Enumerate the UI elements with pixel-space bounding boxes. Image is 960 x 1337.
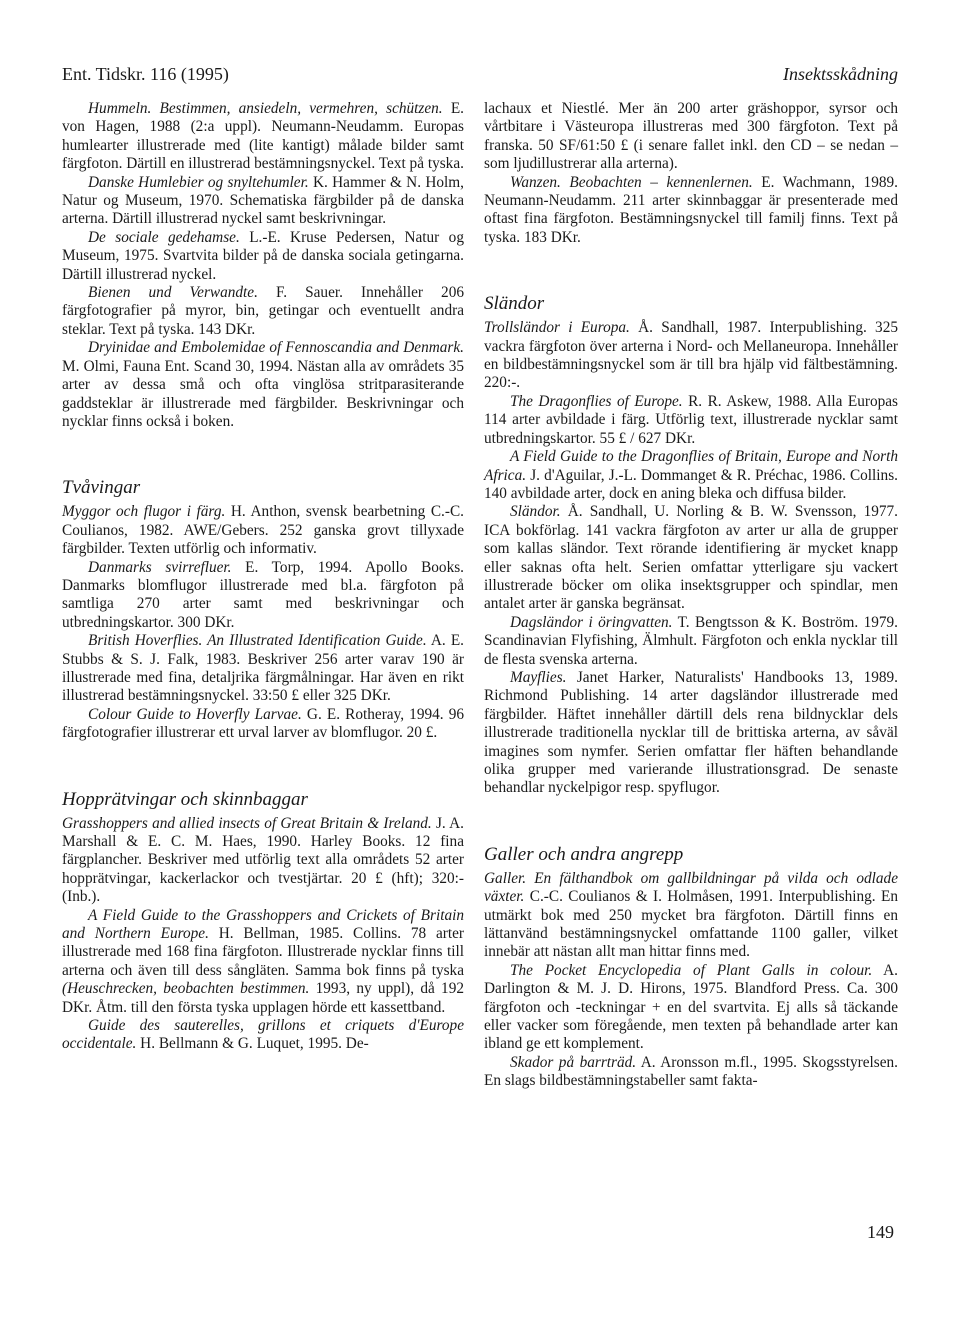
entry-text: E. von Hagen, 1988 (2:a uppl). Neumann-Neudamm. Europas humlearter illustrerade med (lite kantigt) målade bilder samt färgfoton. Därtill en illustrerad bestämningsnyckel. Text på tyska. bbox=[62, 100, 464, 173]
book-title: Hummeln. Bestimmen, ansiedeln, vermehren, schützen. bbox=[88, 100, 443, 117]
entry-bienen bbox=[62, 284, 464, 339]
entry-text: C.-C. Coulianos & I. Holmåsen, 1991. Interpublishing. En utmärkt bok med 250 mycket bra färgfoton. Därtill finns en lättanvänd bestämningsnyckel omfattande 1100 galler, vilket innebär att nästan allt man hittar finns med. bbox=[484, 888, 898, 961]
entry-text: F. Sauer. Innehåller 206 färgfotografier på myror, bin, getingar och eventuellt andra steklar. Text på tyska. 143 DKr. bbox=[62, 284, 464, 338]
entry-field-guide-dragonflies bbox=[484, 448, 898, 503]
book-title: The Pocket Encyclopedia of Plant Galls in colour. bbox=[510, 961, 873, 979]
entry-text: H. Bellman, 1985. Collins. 78 arter illustrerade med 168 fina färgfoton. Illustrerade nycklar finns till arterna och även till dess sångläten. Samma bok finns på tyska bbox=[62, 925, 464, 979]
book-title: Danmarks svirrefluer. bbox=[88, 558, 232, 576]
book-title: Mayflies. bbox=[510, 668, 567, 686]
book-title: A Field Guide to the Grasshoppers and Crickets of Britain and Northern Europe. bbox=[62, 906, 464, 943]
page-number: 149 bbox=[867, 1222, 894, 1242]
book-title: Dryinidae and Embolemidae of Fennoscandia and Denmark. bbox=[88, 339, 464, 357]
entry-hummeln bbox=[62, 100, 464, 174]
entry-slandor bbox=[484, 503, 898, 613]
book-title: A Field Guide to the Dragonflies of Britain, Europe and North Africa. bbox=[484, 448, 898, 484]
entry-mayflies bbox=[484, 669, 898, 798]
entry-text: J. A. Marshall & E. C. M. Haes, 1990. Harley Books. 12 fina färgplancher. Beskriver med utförlig text alla områdets 52 arter hopprätvingar, kackerlackor och tvestjärtar. 20 £ (hft); 320:- (Inb.). bbox=[62, 814, 464, 906]
journal-header: Ent. Tidskr. 116 (1995) bbox=[62, 64, 229, 84]
book-title: Myggor och flugor i färg. bbox=[62, 503, 226, 521]
book-title: Bienen und Verwandte. bbox=[88, 284, 258, 302]
entry-text: T. Bengtsson & K. Boström. 1979. Scandinavian Flyfishing, Älmhult. Färgfoton och enkla nycklar till de flesta svenska arterna. bbox=[484, 613, 898, 668]
entry-guide-sauterelles bbox=[62, 1017, 464, 1054]
entry-text: H. Anthon, svensk bearbetning C.-C. Coulianos, 1982. AWE/Gebers. 252 ganska grovt tillyxade färgbilder. Texten utförlig och informativ. bbox=[62, 503, 464, 558]
entry-text: H. Bellmann & G. Luquet, 1995. De- bbox=[136, 1035, 369, 1053]
entry-danske-humlebier bbox=[62, 174, 464, 229]
entry-dagslandor bbox=[484, 614, 898, 669]
entry-grasshoppers-britain bbox=[62, 815, 464, 907]
entry-danmarks-svirrefluer bbox=[62, 559, 464, 633]
entry-text: A. Aronsson m.fl., 1995. Skogsstyrelsen. En slags bildbestämningstabeller samt fakta- bbox=[484, 1053, 899, 1090]
book-title: Guide des sauterelles, grillons et criquets d'Europe occidentale. bbox=[62, 1017, 464, 1053]
entry-text: A. E. Stubbs & S. J. Falk, 1983. Beskriver 256 arter varav 190 är illustrerade med fina, detaljrika färgmålningar. Har även en rikt illustrerad bestämningsnyckel. 33:50 £ eller 325 DKr. bbox=[62, 632, 465, 705]
entry-text: K. Hammer & N. Holm, Natur og Museum, 1970. Schematiska färgbilder på de danska arterna. Därtill illustrerad nyckel samt beskrivningar. bbox=[62, 173, 464, 228]
book-title: Galler. En fälthandbok om gallbildningar på vilda och odlade växter. bbox=[484, 869, 898, 906]
right-column bbox=[484, 100, 898, 1091]
entry-wanzen bbox=[484, 174, 898, 248]
entry-trollslandor bbox=[484, 319, 898, 393]
heading-galler: Galler och andra angrepp bbox=[484, 843, 684, 865]
entry-text: R. R. Askew, 1988. Alla Europas 114 arter avbildade i färg. Utförlig text, illustrerade nycklar samt utbredningskartor. 55 £ / 627 DKr. bbox=[484, 392, 898, 447]
entry-british-hoverflies bbox=[62, 632, 464, 706]
entry-text: E. Torp, 1994. Apollo Books. Danmarks blomflugor illustrerade med bl.a. färgfoton på samtliga 270 arter samt med beskrivningar och utbredningskartor. 300 DKr. bbox=[62, 558, 464, 631]
entry-sociale-gedehamse bbox=[62, 229, 464, 284]
book-title: Wanzen. Beobachten – kennenlernen. bbox=[510, 173, 753, 191]
book-title: De sociale gedehamse. bbox=[88, 228, 240, 246]
book-title: Colour Guide to Hoverfly Larvae. bbox=[88, 705, 302, 723]
book-title: Sländor. bbox=[510, 503, 561, 521]
entry-text: L.-E. Kruse Pedersen, Natur og Museum, 1975. Svartvita bilder på de danska sociala getingarna. Därtill illustrerad nyckel. bbox=[62, 228, 464, 283]
heading-tvavingar: Tvåvingar bbox=[62, 477, 141, 499]
entry-text: Å. Sandhall, 1987. Interpublishing. 325 vackra färgfoton över arterna i Nord- och Mellaneuropa. Innehåller en bildbestämningsnyckel som är till bra hjälp vid fältbestämning. 220:-. bbox=[484, 319, 898, 392]
entry-text: M. Olmi, Fauna Ent. Scand 30, 1994. Nästan alla av områdets 35 arter av dessa små och ofta vinglösa stritparasiterande gaddsteklar är illustrerade med färgbilder. Beskrivningar och nycklar finns också i boken. bbox=[62, 357, 464, 430]
entry-dragonflies-europe bbox=[484, 393, 898, 448]
entry-text: G. E. Rotheray, 1994. 96 färgfotografier illustrerar ett urval larver av blomflugor. 20 £. bbox=[62, 705, 465, 742]
book-title: British Hoverflies. An Illustrated Identification Guide. bbox=[88, 632, 427, 650]
entry-text: J. d'Aguilar, J.-L. Dommanget & R. Préchac, 1986. Collins. 140 avbildade arter, dock en aning bleka och diffusa bilder. bbox=[484, 466, 898, 502]
book-title: Skador på barrträd. bbox=[510, 1053, 637, 1071]
section-header: Insektsskådning bbox=[783, 64, 898, 84]
book-title: Trollsländor i Europa. bbox=[484, 319, 630, 337]
entry-text: E. Wachmann, 1989. Neumann-Neudamm. 211 arter skinnbaggar är presenterade med oftast fina färgfoton. Bestämningsnyckel till familj finns. Text på tyska. 183 DKr. bbox=[484, 173, 898, 246]
heading-hopprätvingar: Hopprätvingar och skinnbaggar bbox=[62, 788, 308, 810]
entry-field-guide-grasshoppers bbox=[62, 907, 464, 1017]
book-title: Grasshoppers and allied insects of Great Britain & Ireland. bbox=[62, 814, 432, 832]
entry-hoverfly-larvae bbox=[62, 706, 464, 743]
entry-text: Janet Harker, Naturalists' Handbooks 13, 1989. Richmond Publishing. 14 arter dagsländor illustrerade med färgbilder. Häftet innehåller därtill dels rena bildnycklar dels illustrerade traditionella nycklar till de brittiska arterna, av såväl imagines som nymfer. Serien omfattar fler häften behandlande olika grupper med varierande illustrationsgrad. De senaste behandlar nyckelpigor resp. spyflugor. bbox=[484, 668, 898, 797]
left-column bbox=[62, 100, 464, 1054]
entry-skador-barrtrad bbox=[484, 1054, 898, 1091]
entry-text: Å. Sandhall, U. Norling & B. W. Svensson, 1977. ICA bokförlag. 141 vackra färgfoton av arter ur alla de grupper som kallas sländor. Text rörande identifiering är mycket knapp eller saknas ofta helt. Serien omfattar ytterligare sju vackert illustrerade böcker om olika insektsgrupper och spindlar, men antalet arter är ganska begränsat. bbox=[484, 503, 898, 613]
book-title-alt: (Heuschrecken, beobachten bestimmen. bbox=[62, 980, 310, 998]
entry-text-continued: 1993, ny uppl), då 192 DKr. Åtm. till den första tyska upplagen hörde ett kassettband. bbox=[62, 980, 464, 1016]
book-title: Danske Humlebier og snyltehumler. bbox=[88, 173, 309, 191]
entry-myggor bbox=[62, 503, 464, 558]
entry-continuation: lachaux et Niestlé. Mer än 200 arter gräshoppor, syrsor och vårtbitare i Västeuropa illustreras med 300 färgfoton. Text på franska. 50 SF/61:50 £ (i senare fallet inkl. den CD – se nedan – som ljudillustrerar alla arterna). bbox=[484, 100, 898, 173]
book-title: The Dragonflies of Europe. bbox=[510, 392, 683, 410]
entry-plant-galls bbox=[484, 962, 898, 1054]
entry-text: A. Darlington & M. J. D. Hirons, 1975. Blandford Press. Ca. 300 färgfoton och -teckningar + en del svartvita. Ej alls så täckande eller vacker som föregående, men texten på behandlade arter kan ibland ge ett komplement. bbox=[484, 961, 898, 1053]
entry-galler bbox=[484, 870, 898, 962]
book-title: Dagsländor i öringvatten. bbox=[510, 613, 673, 631]
entry-dryinidae bbox=[62, 339, 464, 431]
heading-slandor: Sländor bbox=[484, 293, 545, 315]
